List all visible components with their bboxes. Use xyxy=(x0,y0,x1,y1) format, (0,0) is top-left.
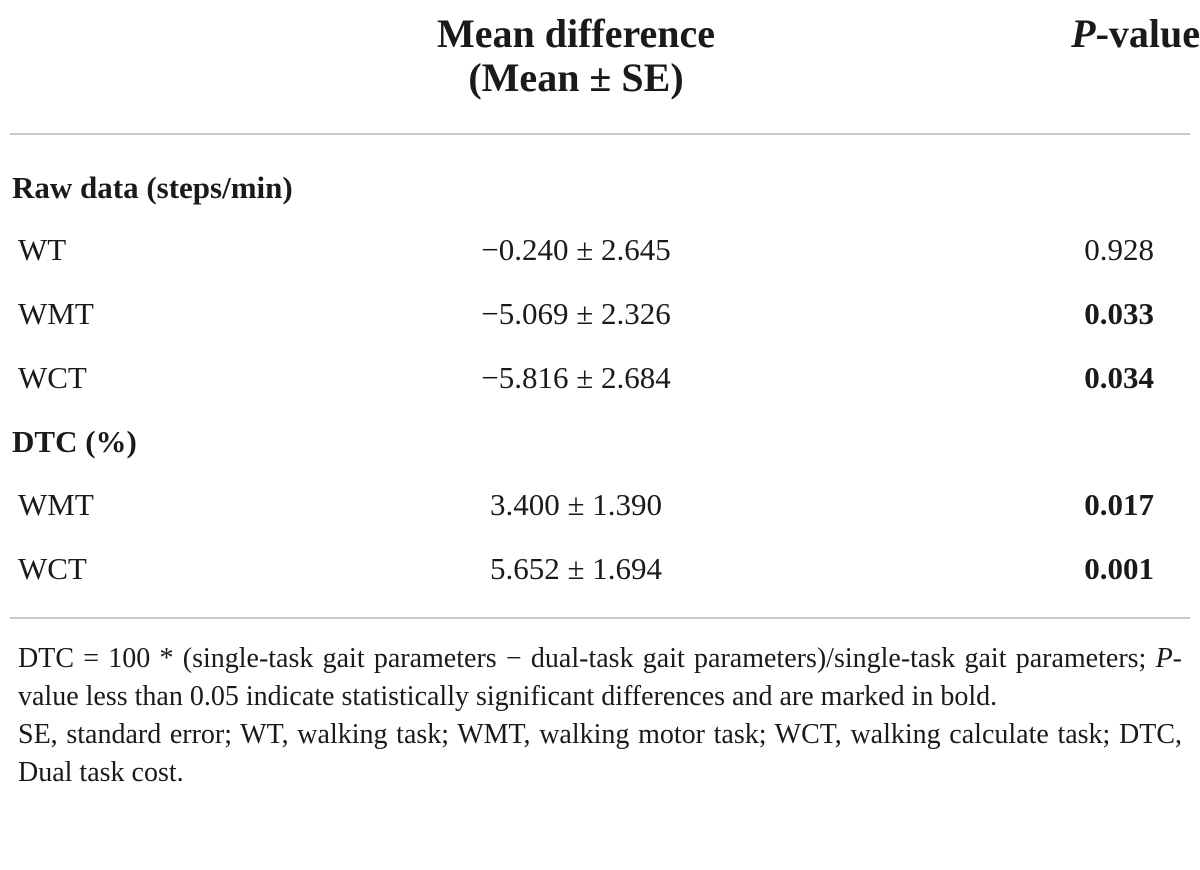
row-label: WT xyxy=(18,232,67,267)
header-p-value xyxy=(1020,12,1200,56)
footnote-p-description: -value less than 0.05 indicate statistically significant differences and are marked in bold. xyxy=(18,643,1182,712)
header-mean-difference xyxy=(392,12,760,100)
row-mean: −0.240 ± 2.645 xyxy=(481,232,671,267)
header-p-italic: P xyxy=(1071,11,1096,56)
table-bottom-rule xyxy=(10,617,1190,619)
row-label: WMT xyxy=(18,296,94,331)
row-label: WCT xyxy=(18,360,87,395)
section-title-raw-data: Raw data (steps/min) xyxy=(12,170,293,205)
section-title-dtc: DTC (%) xyxy=(12,424,137,459)
row-mean: 5.652 ± 1.694 xyxy=(489,551,662,586)
header-p-rest: -value xyxy=(1095,11,1200,56)
row-p-value: 0.033 xyxy=(1084,296,1154,331)
row-mean: 3.400 ± 1.390 xyxy=(489,487,662,522)
row-p-value: 0.001 xyxy=(1084,551,1154,586)
footnote-dtc-definition xyxy=(18,640,1182,716)
row-p-value: 0.928 xyxy=(1084,232,1154,267)
footnote-p-italic: P xyxy=(1155,643,1173,674)
footnote-dtc-formula: DTC = 100 * (single-task gait parameters − dual-task gait parameters)/single-task gait parameters; xyxy=(18,643,1156,674)
row-p-value: 0.034 xyxy=(1084,360,1154,395)
table-footnotes xyxy=(18,640,1182,792)
header-mean-line2: (Mean ± SE) xyxy=(468,55,684,100)
row-p-value: 0.017 xyxy=(1084,487,1154,522)
row-mean: −5.069 ± 2.326 xyxy=(481,296,671,331)
table-top-rule xyxy=(10,133,1190,135)
header-mean-line1: Mean difference xyxy=(436,11,716,56)
footnote-abbreviations: SE, standard error; WT, walking task; WMT, walking motor task; WCT, walking calculate task; DTC, Dual task cost. xyxy=(18,719,1182,788)
row-mean: −5.816 ± 2.684 xyxy=(481,360,671,395)
row-label: WMT xyxy=(18,487,94,522)
row-label: WCT xyxy=(18,551,87,586)
